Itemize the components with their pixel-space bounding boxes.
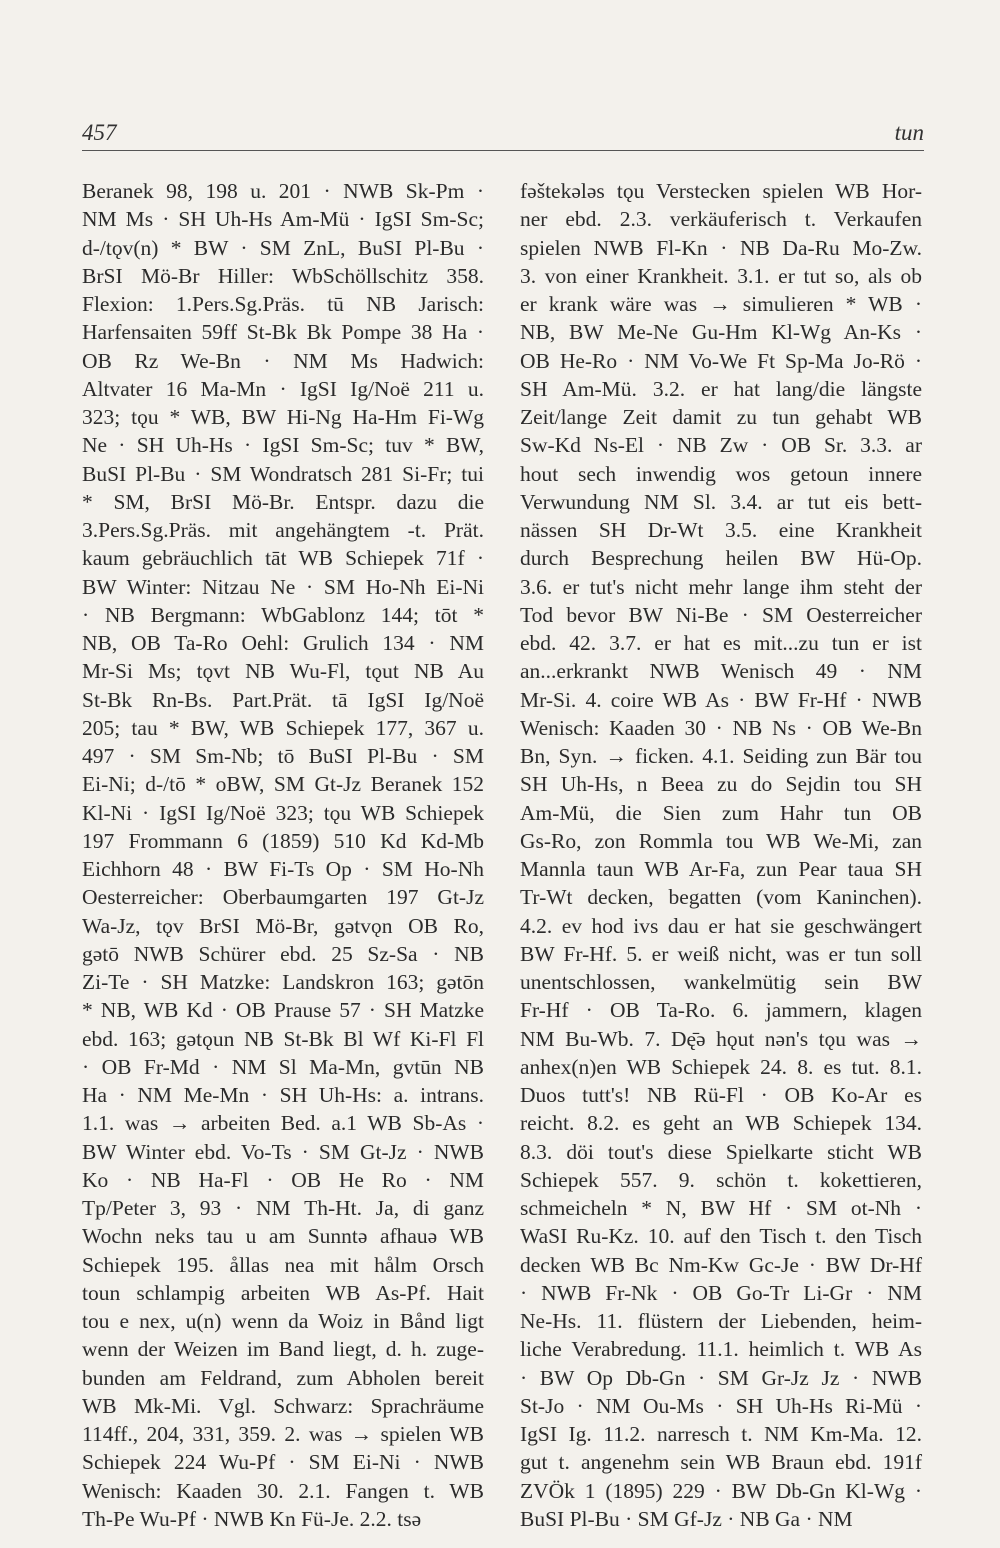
text-line: OB Rz We-Bn · NM Ms Hadwich: xyxy=(82,348,484,373)
text-line: Tp/Peter 3, 93 · NM Th-Ht. Ja, di ganz xyxy=(82,1196,484,1220)
text-line: Bn, Syn. → ficken. 4.1. Seiding zun Bär tou xyxy=(520,744,922,768)
text-line: Oesterreicher: Oberbaumgarten 197 Gt-Jz xyxy=(82,885,484,910)
text-line: Schiepek 195. ållas nea mit hålm Orsch xyxy=(82,1252,484,1277)
text-line: · NWB Fr-Nk · OB Go-Tr Li-Gr · NM xyxy=(520,1280,922,1305)
text-line: SH Uh-Hs, n Beea zu do Sejdin tou SH xyxy=(520,772,922,797)
text-line: Harfensaiten 59ff St-Bk Bk Pompe 38 Ha · xyxy=(82,320,484,345)
text-line: BW Winter: Nitzau Ne · SM Ho-Nh Ei-Ni xyxy=(82,574,484,599)
text-line: ZVÖk 1 (1895) 229 · BW Db-Gn Kl-Wg · xyxy=(520,1478,922,1503)
text-line: Beranek 98, 198 u. 201 · NWB Sk-Pm · xyxy=(82,179,484,203)
running-head: tun xyxy=(894,120,924,145)
text-line: gətō NWB Schürer ebd. 25 Sz-Sa · NB xyxy=(82,941,484,966)
text-line: Ei-Ni; d-/tō * oBW, SM Gt-Jz Beranek 152 xyxy=(82,772,484,797)
text-line: WB Mk-Mi. Vgl. Schwarz: Sprachräume xyxy=(82,1393,484,1418)
text-line: Sw-Kd Ns-El · NB Zw · OB Sr. 3.3. ar xyxy=(520,433,922,458)
text-line: 1.1. was → arbeiten Bed. a.1 WB Sb-As · xyxy=(82,1111,484,1136)
text-line: toun schlampig arbeiten WB As-Pf. Hait xyxy=(82,1280,484,1305)
text-line: gut t. angenehm sein WB Braun ebd. 191f xyxy=(520,1450,922,1475)
text-line: nässen SH Dr-Wt 3.5. eine Krankheit xyxy=(520,518,922,542)
text-line: * SM, BrSI Mö-Br. Entspr. dazu die xyxy=(82,489,484,514)
text-line: BuSI Pl-Bu · SM Gf-Jz · NB Ga · NM xyxy=(520,1506,853,1531)
text-line: 205; tau * BW, WB Schiepek 177, 367 u. xyxy=(82,715,484,740)
text-line: unentschlossen, wankelmütig sein BW xyxy=(520,970,922,994)
text-line: 3. von einer Krankheit. 3.1. er tut so, als ob xyxy=(520,263,922,288)
text-line: reicht. 8.2. es geht an WB Schiepek 134. xyxy=(520,1111,922,1136)
text-line: Altvater 16 Ma-Mn · IgSI Ig/Noë 211 u. xyxy=(82,376,484,401)
text-line: IgSI Ig. 11.2. narresch t. NM Km-Ma. 12. xyxy=(520,1422,922,1446)
text-line: St-Jo · NM Ou-Ms · SH Uh-Hs Ri-Mü · xyxy=(520,1393,922,1418)
text-line: Ne · SH Uh-Hs · IgSI Sm-Sc; tuv * BW, xyxy=(82,433,484,458)
right-column xyxy=(520,177,922,1533)
text-line: Verwundung NM Sl. 3.4. ar tut eis bett- xyxy=(520,489,922,514)
text-line: Wa-Jz, tǫv BrSI Mö-Br, gətvǫn OB Ro, xyxy=(82,913,484,938)
text-line: er krank wäre was → simulieren * WB · xyxy=(520,292,922,316)
text-line: ner ebd. 2.3. verkäuferisch t. Verkaufen xyxy=(520,207,922,232)
text-line: BuSI Pl-Bu · SM Wondratsch 281 Si-Fr; tui xyxy=(82,461,484,486)
text-line: Ko · NB Ha-Fl · OB He Ro · NM xyxy=(82,1167,484,1192)
text-line: 3.Pers.Sg.Präs. mit angehängtem -t. Prät. xyxy=(82,518,484,542)
text-line: NB, BW Me-Ne Gu-Hm Kl-Wg An-Ks · xyxy=(520,320,922,345)
text-line: NB, OB Ta-Ro Oehl: Grulich 134 · NM xyxy=(82,631,484,655)
text-line: ebd. 42. 3.7. er hat es mit...zu tun er ist xyxy=(520,631,922,655)
text-line: * NB, WB Kd · OB Prause 57 · SH Matzke xyxy=(82,998,484,1023)
left-column xyxy=(82,177,484,1533)
text-line: tou e nex, u(n) wenn da Woiz in Bånd ligt xyxy=(82,1309,484,1333)
text-line: · OB Fr-Md · NM Sl Ma-Mn, gvtūn NB xyxy=(82,1054,484,1079)
text-line: Th-Pe Wu-Pf · NWB Kn Fü-Je. 2.2. tsə xyxy=(82,1506,422,1531)
text-line: bunden am Feldrand, zum Abholen bereit xyxy=(82,1365,484,1390)
text-line: d-/tǫv(n) * BW · SM ZnL, BuSI Pl-Bu · xyxy=(82,235,484,260)
text-line: WaSI Ru-Kz. 10. auf den Tisch t. den Tisch xyxy=(520,1224,922,1249)
page-number: 457 xyxy=(82,120,117,145)
text-line: Wenisch: Kaaden 30. 2.1. Fangen t. WB xyxy=(82,1478,484,1503)
text-line: Eichhorn 48 · BW Fi-Ts Op · SM Ho-Nh xyxy=(82,857,484,881)
text-line: SH Am-Mü. 3.2. er hat lang/die längste xyxy=(520,376,922,401)
text-line: BW Fr-Hf. 5. er weiß nicht, was er tun soll xyxy=(520,941,922,966)
text-line: 323; tǫu * WB, BW Hi-Ng Ha-Hm Fi-Wg xyxy=(82,405,484,429)
text-line: schmeicheln * N, BW Hf · SM ot-Nh · xyxy=(520,1196,922,1220)
text-line: Schiepek 224 Wu-Pf · SM Ei-Ni · NWB xyxy=(82,1450,484,1475)
text-line: fəštekələs tǫu Verstecken spielen WB Hor- xyxy=(520,179,922,203)
text-line: NM Bu-Wb. 7. Dę̄ə hǫut nən's tǫu was → xyxy=(520,1026,922,1051)
text-line: St-Bk Rn-Bs. Part.Prät. tā IgSI Ig/Noë xyxy=(82,687,484,712)
text-line: BW Winter ebd. Vo-Ts · SM Gt-Jz · NWB xyxy=(82,1139,484,1164)
text-line: Flexion: 1.Pers.Sg.Präs. tū NB Jarisch: xyxy=(82,292,484,316)
text-line: Tr-Wt decken, begatten (vom Kaninchen). xyxy=(520,885,922,910)
text-line: an...erkrankt NWB Wenisch 49 · NM xyxy=(520,659,922,684)
text-line: Ne-Hs. 11. flüstern der Liebenden, heim- xyxy=(520,1309,922,1333)
text-line: Tod bevor BW Ni-Be · SM Oesterreicher xyxy=(520,602,922,627)
text-line: hout sech inwendig wos getoun innere xyxy=(520,461,922,486)
text-line: spielen NWB Fl-Kn · NB Da-Ru Mo-Zw. xyxy=(520,235,922,260)
text-line: Duos tutt's! NB Rü-Fl · OB Ko-Ar es xyxy=(520,1083,922,1107)
text-line: 4.2. ev hod ivs dau er hat sie geschwängert xyxy=(520,913,922,938)
text-line: NM Ms · SH Uh-Hs Am-Mü · IgSI Sm-Sc; xyxy=(82,207,484,232)
text-line: Gs-Ro, zon Rommla tou WB We-Mi, zan xyxy=(520,828,922,853)
text-line: decken WB Bc Nm-Kw Gc-Je · BW Dr-Hf xyxy=(520,1252,922,1277)
text-line: · BW Op Db-Gn · SM Gr-Jz Jz · NWB xyxy=(520,1365,922,1390)
page-header xyxy=(82,120,924,150)
text-line: · NB Bergmann: WbGablonz 144; tōt * xyxy=(82,602,484,627)
header-rule xyxy=(82,150,924,151)
text-line: Fr-Hf · OB Ta-Ro. 6. jammern, klagen xyxy=(520,998,922,1023)
text-line: anhex(n)en WB Schiepek 24. 8. es tut. 8.1. xyxy=(520,1054,922,1079)
text-line: Ha · NM Me-Mn · SH Uh-Hs: a. intrans. xyxy=(82,1083,484,1107)
text-line: Wenisch: Kaaden 30 · NB Ns · OB We-Bn xyxy=(520,715,922,740)
text-line: Mr-Si Ms; tǫvt NB Wu-Fl, tǫut NB Au xyxy=(82,659,484,684)
text-line: 3.6. er tut's nicht mehr lange ihm steht der xyxy=(520,574,922,599)
text-line: 114ff., 204, 331, 359. 2. was → spielen WB xyxy=(82,1422,484,1446)
text-line: BrSI Mö-Br Hiller: WbSchöllschitz 358. xyxy=(82,263,484,288)
text-line: Am-Mü, die Sien zum Hahr tun OB xyxy=(520,800,922,825)
text-line: 197 Frommann 6 (1859) 510 Kd Kd-Mb xyxy=(82,828,484,853)
text-line: Mr-Si. 4. coire WB As · BW Fr-Hf · NWB xyxy=(520,687,922,712)
text-line: Mannla taun WB Ar-Fa, zun Pear taua SH xyxy=(520,857,922,881)
text-line: 497 · SM Sm-Nb; tō BuSI Pl-Bu · SM xyxy=(82,744,484,768)
text-line: liche Verabredung. 11.1. heimlich t. WB As xyxy=(520,1337,922,1362)
text-line: wenn der Weizen im Band liegt, d. h. zuge- xyxy=(82,1337,484,1362)
text-line: 8.3. döi tout's diese Spielkarte sticht WB xyxy=(520,1139,922,1164)
text-line: durch Besprechung heilen BW Hü-Op. xyxy=(520,546,922,571)
text-line: Zi-Te · SH Matzke: Landskron 163; gətōn xyxy=(82,970,484,994)
text-line: kaum gebräuchlich tāt WB Schiepek 71f · xyxy=(82,546,484,571)
text-line: Zeit/lange Zeit damit zu tun gehabt WB xyxy=(520,405,922,429)
text-line: Schiepek 557. 9. schön t. kokettieren, xyxy=(520,1167,922,1192)
text-line: Wochn neks tau u am Sunntə afhauə WB xyxy=(82,1224,484,1249)
text-line: OB He-Ro · NM Vo-We Ft Sp-Ma Jo-Rö · xyxy=(520,348,922,373)
text-line: Kl-Ni · IgSI Ig/Noë 323; tǫu WB Schiepek xyxy=(82,800,484,825)
text-line: ebd. 163; gətǫun NB St-Bk Bl Wf Ki-Fl Fl xyxy=(82,1026,484,1051)
